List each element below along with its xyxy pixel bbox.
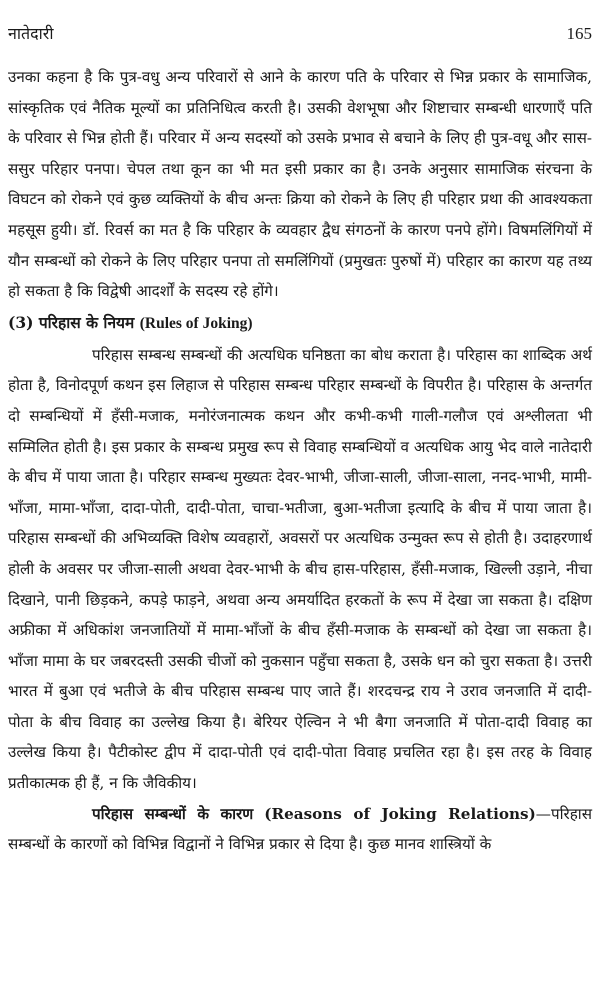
- paragraph-1: उनका कहना है कि पुत्र-वधु अन्य परिवारों से आने के कारण पति के परिवार से भिन्न प्रकार के सामाजिक, सांस्कृतिक एवं नैतिक मूल्यों का प्रतिनिधित्व करती है। उसकी वेशभूषा और शिष्टाचार सम्बन्धी धारणाएँ पति के परिवार से भिन्न होती हैं। परिवार में अन्य सदस्यों को उसके प्रभाव से बचाने के लिए ही पुत्र-वधू और सास-ससुर परिहार पनपा। चेपल तथा कून का भी मत इसी प्रकार का है। उनके अनुसार सामाजिक संरचना के विघटन को रोकने एवं कुछ व्यक्तियों के बीच अन्तः क्रिया को रोकने के लिए ही परिहार प्रथा की आवश्यकता महसूस हुयी। डॉ. रिवर्स का मत है कि परिहार के व्यवहार द्वैध संगठनों के कारण पनपे होंगे। विषमलिंगियों में यौन सम्बन्धों को रोकने के लिए परिहार पनपा तो समलिंगियों (प्रमुखतः पुरुषों में) परिहार का कारण यह तथ्य हो सकता है कि विद्वेषी आदर्शों के सदस्य रहे होंगे।: [8, 68, 592, 301]
- run-in-heading-english: (Reasons of Joking Relations): [264, 804, 536, 823]
- paragraph-3: [8, 799, 592, 860]
- section-heading: [8, 307, 592, 340]
- chapter-title: नातेदारी: [8, 24, 54, 43]
- page-number: 165: [566, 24, 592, 43]
- section-heading-hindi: परिहास के नियम: [38, 312, 135, 332]
- paragraph-3-body: —परिहास सम्बन्धों के कारणों को विभिन्न विद्वानों ने विभिन्न प्रकार से दिया है। कुछ मानव शास्त्रियों के: [8, 804, 593, 854]
- paragraph-2: परिहास सम्बन्ध सम्बन्धों की अत्यधिक घनिष्ठता का बोध कराता है। परिहास का शाब्दिक अर्थ होता है, विनोदपूर्ण कथन इस लिहाज से परिहास सम्बन्ध परिहार सम्बन्धों के विपरीत है। परिहास के अन्तर्गत दो सम्बन्धियों में हँसी-मजाक, मनोरंजनात्मक कथन और कभी-कभी गाली-गलौज एवं अश्लीलता भी सम्मिलित होती है। इस प्रकार के सम्बन्ध प्रमुख रूप से विवाह सम्बन्धियों व अत्यधिक आयु भेद वाले नातेदारी के बीच में पाया जाता है। परिहार सम्बन्ध मुख्यतः देवर-भाभी, जीजा-साली, जीजा-साला, ननद-भाभी, मामी-भाँजा, मामा-भाँजा, दादा-पोती, दादी-पोता, चाचा-भतीजा, बुआ-भतीजा इत्यादि के बीच में पाया जाता है। परिहास सम्बन्धों की अभिव्यक्ति विशेष व्यवहारों, अवसरों पर अत्यधिक उन्मुक्त रूप से होती है। उदाहरणार्थ होली के अवसर पर जीजा-साली अथवा देवर-भाभी के बीच हास-परिहास, हँसी-मजाक, खिल्ली उड़ाने, नीचा दिखाने, पानी छिड़कने, कपड़े फाड़ने, अथवा अन्य अमर्यादित हरकतों के रूप में देखा जा सकता है। दक्षिण अफ्रीका में अधिकांश जनजातियों में मामा-भाँजों के बीच हँसी-मजाक के सम्बन्धों को देखा जा सकता है। भाँजा मामा के घर जबरदस्ती उसकी चीजों को नुकसान पहुँचा सकता है, उसके धन को चुरा सकता है। उत्तरी भारत में बुआ एवं भतीजे के बीच परिहास सम्बन्ध पाए जाते हैं। शरदचन्द्र राय ने उराव जनजाति में दादी-पोता के बीच विवाह का उल्लेख किया है। बेरियर ऐल्विन ने भी बैगा जनजाति में पोता-दादी विवाह का उल्लेख किया है। पैटीकोस्ट द्वीप में दादा-पोती एवं दादी-पोता विवाह प्रचलित रहा है। इस तरह के विवाह प्रतीकात्मक ही हैं, न कि जैविकीय।: [8, 345, 592, 793]
- running-head: [8, 22, 592, 62]
- section-number: (3): [8, 312, 34, 332]
- section-heading-english: (Rules of Joking): [139, 314, 253, 332]
- run-in-heading-hindi: परिहास सम्बन्धों के कारण: [92, 804, 254, 823]
